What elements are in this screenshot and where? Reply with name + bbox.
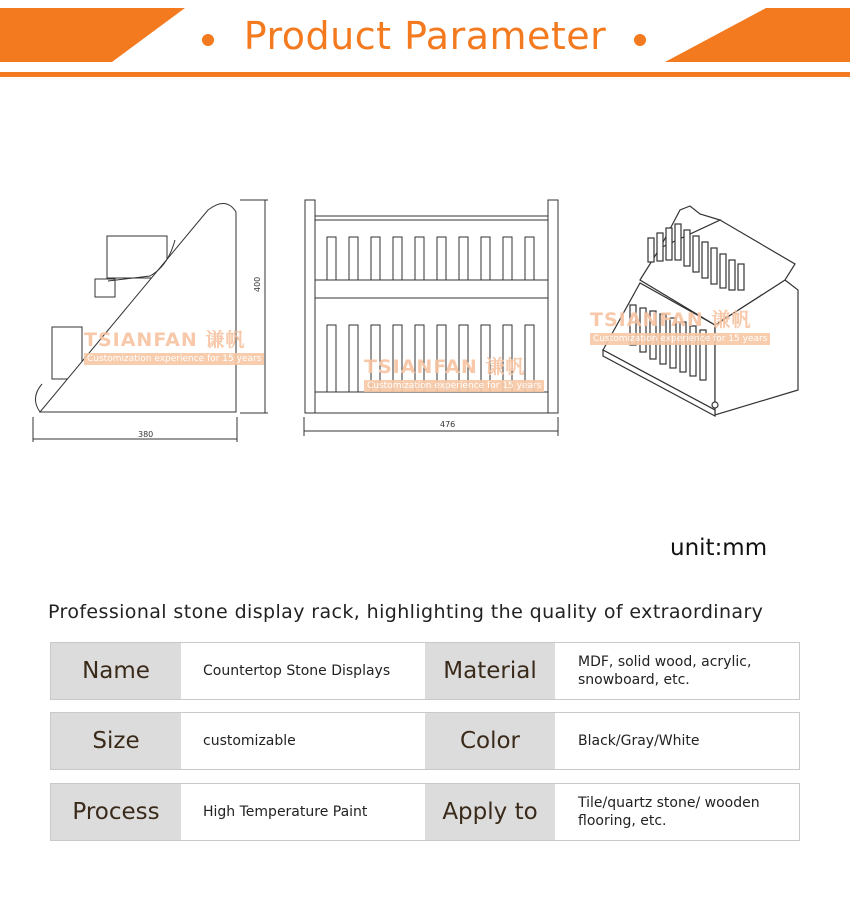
- spec-value: customizable: [203, 733, 296, 749]
- spec-label: Name: [51, 643, 181, 699]
- watermark-center: [364, 352, 544, 392]
- title-dot-right: [634, 34, 646, 46]
- product-subtitle: Professional stone display rack, highlighting the quality of extraordinary: [48, 601, 764, 623]
- watermark-left: [84, 325, 264, 365]
- technical-drawings: [0, 180, 850, 460]
- front-width-dimension: 476: [440, 420, 456, 429]
- spec-value: Tile/quartz stone/ wooden flooring, etc.: [578, 795, 760, 829]
- spec-value: MDF, solid wood, acrylic, snowboard, etc.: [578, 654, 752, 688]
- spec-value: Countertop Stone Displays: [203, 663, 391, 679]
- watermark-tagline: Customization experience for 15 years: [590, 333, 770, 345]
- watermark-brand: TSIANFAN 谦帆: [590, 309, 752, 331]
- side-height-dimension: 400: [253, 276, 262, 292]
- front-view-drawing: [304, 200, 558, 436]
- spec-value: Black/Gray/White: [578, 733, 700, 749]
- spec-label: Size: [51, 713, 181, 769]
- spec-row: [50, 642, 800, 700]
- spec-row: [50, 712, 800, 770]
- watermark-tagline: Customization experience for 15 years: [364, 380, 544, 392]
- side-width-dimension: 380: [138, 430, 154, 439]
- spec-label: Apply to: [425, 784, 555, 840]
- header-banner: [0, 0, 850, 80]
- spec-label: Process: [51, 784, 181, 840]
- watermark-brand: TSIANFAN 谦帆: [364, 356, 526, 378]
- spec-label: Material: [425, 643, 555, 699]
- spec-value: High Temperature Paint: [203, 804, 368, 820]
- banner-underline: [0, 72, 850, 77]
- page-title: Product Parameter: [243, 14, 607, 58]
- front-upper-slots: [327, 237, 534, 280]
- watermark-brand: TSIANFAN 谦帆: [84, 329, 246, 351]
- spec-label: Color: [425, 713, 555, 769]
- watermark-tagline: Customization experience for 15 years: [84, 353, 264, 365]
- spec-row: [50, 783, 800, 841]
- unit-label: unit:mm: [670, 535, 768, 561]
- watermark-right: [590, 305, 770, 345]
- side-view-drawing: [33, 200, 268, 442]
